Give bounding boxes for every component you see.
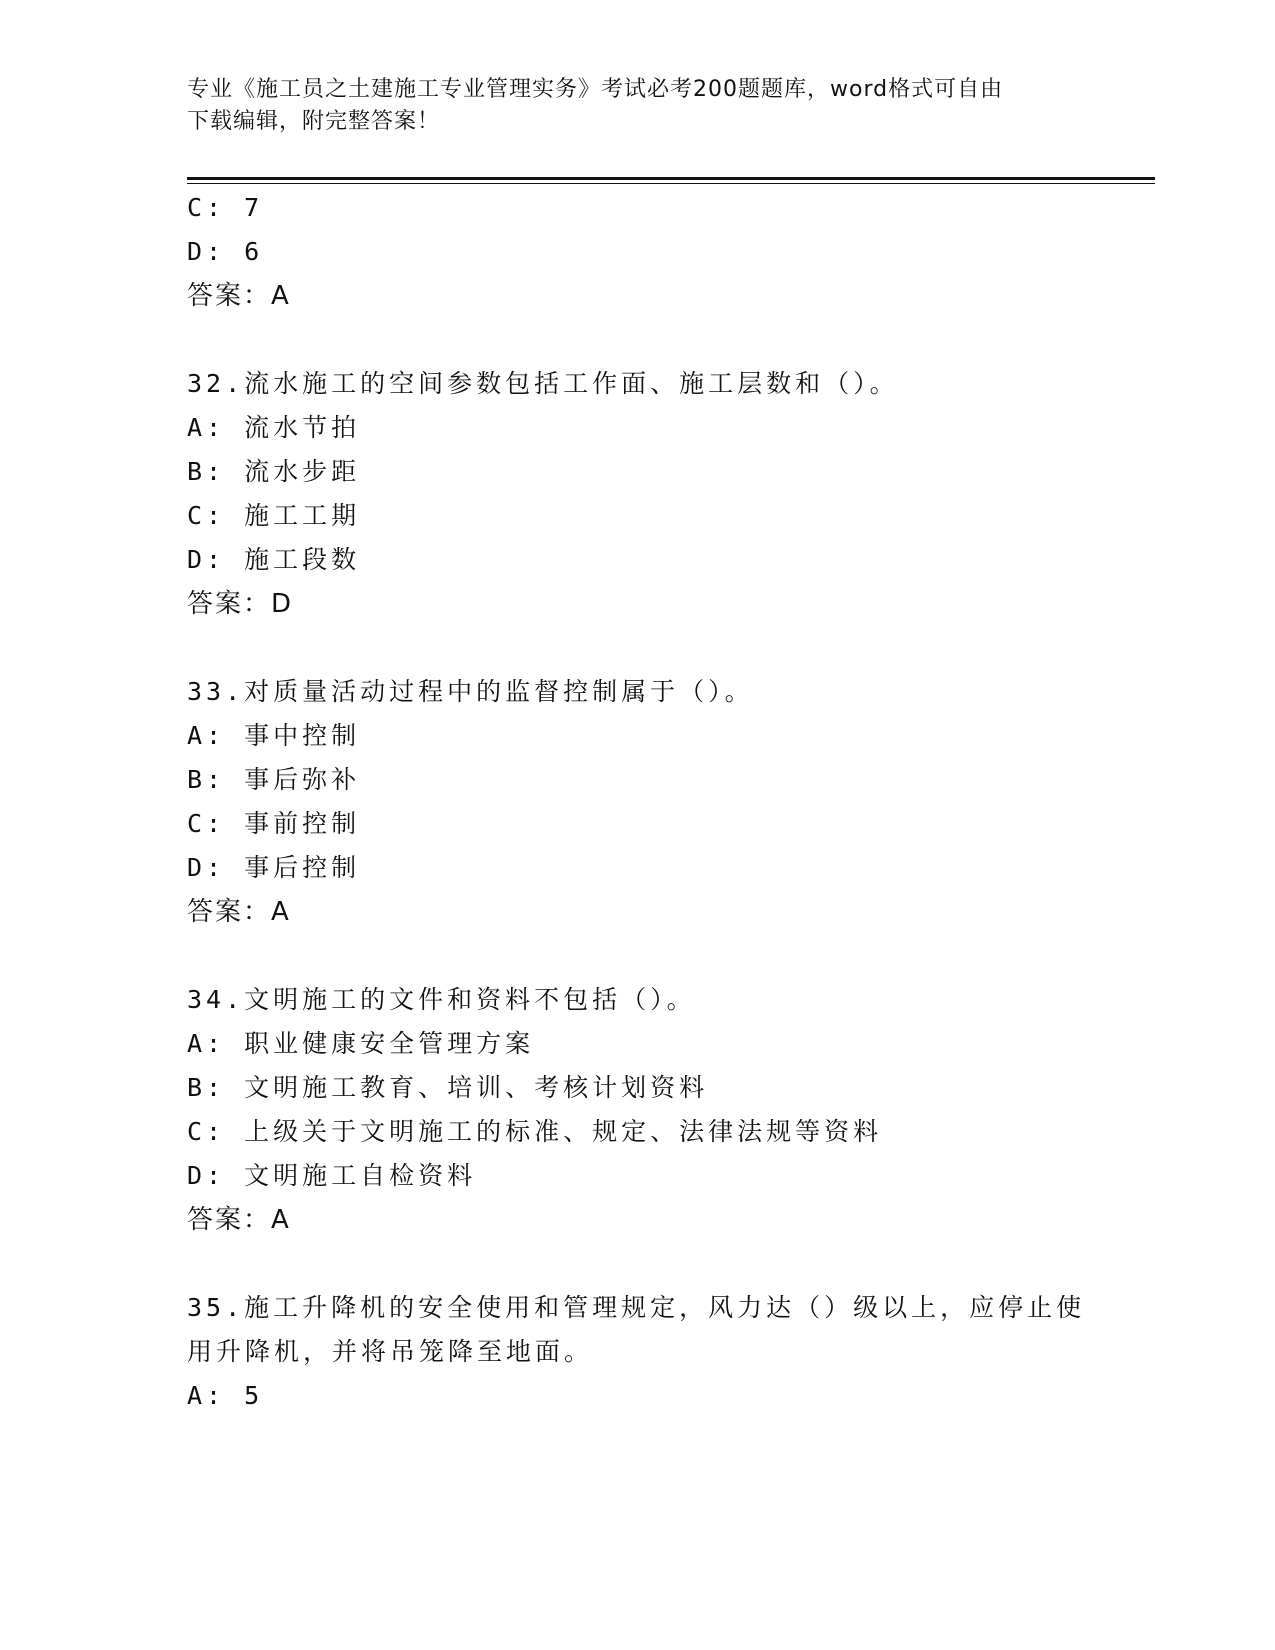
q32-option-c: C: 施工工期 bbox=[187, 501, 361, 530]
q34-option-d: D: 文明施工自检资料 bbox=[187, 1161, 477, 1190]
q34-option-b: B: 文明施工教育、培训、考核计划资料 bbox=[187, 1073, 709, 1102]
q35-stem-line-2: 用升降机，并将吊笼降至地面。 bbox=[187, 1337, 594, 1366]
q31-answer: 答案：A bbox=[187, 281, 291, 311]
q32-option-d: D: 施工段数 bbox=[187, 545, 361, 574]
header-title-line-1: 专业《施工员之土建施工专业管理实务》考试必考200题题库，word格式可自由 bbox=[187, 77, 1004, 102]
q33-option-a: A: 事中控制 bbox=[187, 721, 361, 750]
header-divider-thin bbox=[187, 183, 1155, 184]
q32-stem: 32.流水施工的空间参数包括工作面、施工层数和（）。 bbox=[187, 369, 899, 398]
q33-answer: 答案：A bbox=[187, 897, 291, 927]
q34-option-a: A: 职业健康安全管理方案 bbox=[187, 1029, 535, 1058]
q34-answer: 答案：A bbox=[187, 1205, 291, 1235]
header-title-line-2: 下载编辑，附完整答案！ bbox=[187, 109, 441, 134]
q33-option-d: D: 事后控制 bbox=[187, 853, 361, 882]
header-divider-thick bbox=[187, 177, 1155, 180]
q35-stem-line-1: 35.施工升降机的安全使用和管理规定，风力达（）级以上，应停止使 bbox=[187, 1293, 1086, 1322]
q33-option-b: B: 事后弥补 bbox=[187, 765, 361, 794]
q35-option-a: A: 5 bbox=[187, 1381, 264, 1410]
q32-answer: 答案：D bbox=[187, 589, 294, 619]
q32-option-b: B: 流水步距 bbox=[187, 457, 361, 486]
q31-option-d: D: 6 bbox=[187, 237, 264, 266]
q32-option-a: A: 流水节拍 bbox=[187, 413, 361, 442]
q34-stem: 34.文明施工的文件和资料不包括（）。 bbox=[187, 985, 696, 1014]
q33-option-c: C: 事前控制 bbox=[187, 809, 361, 838]
q33-stem: 33.对质量活动过程中的监督控制属于（）。 bbox=[187, 677, 754, 706]
document-header bbox=[187, 74, 1087, 138]
q31-option-c: C: 7 bbox=[187, 193, 264, 222]
q34-option-c: C: 上级关于文明施工的标准、规定、法律法规等资料 bbox=[187, 1117, 883, 1146]
